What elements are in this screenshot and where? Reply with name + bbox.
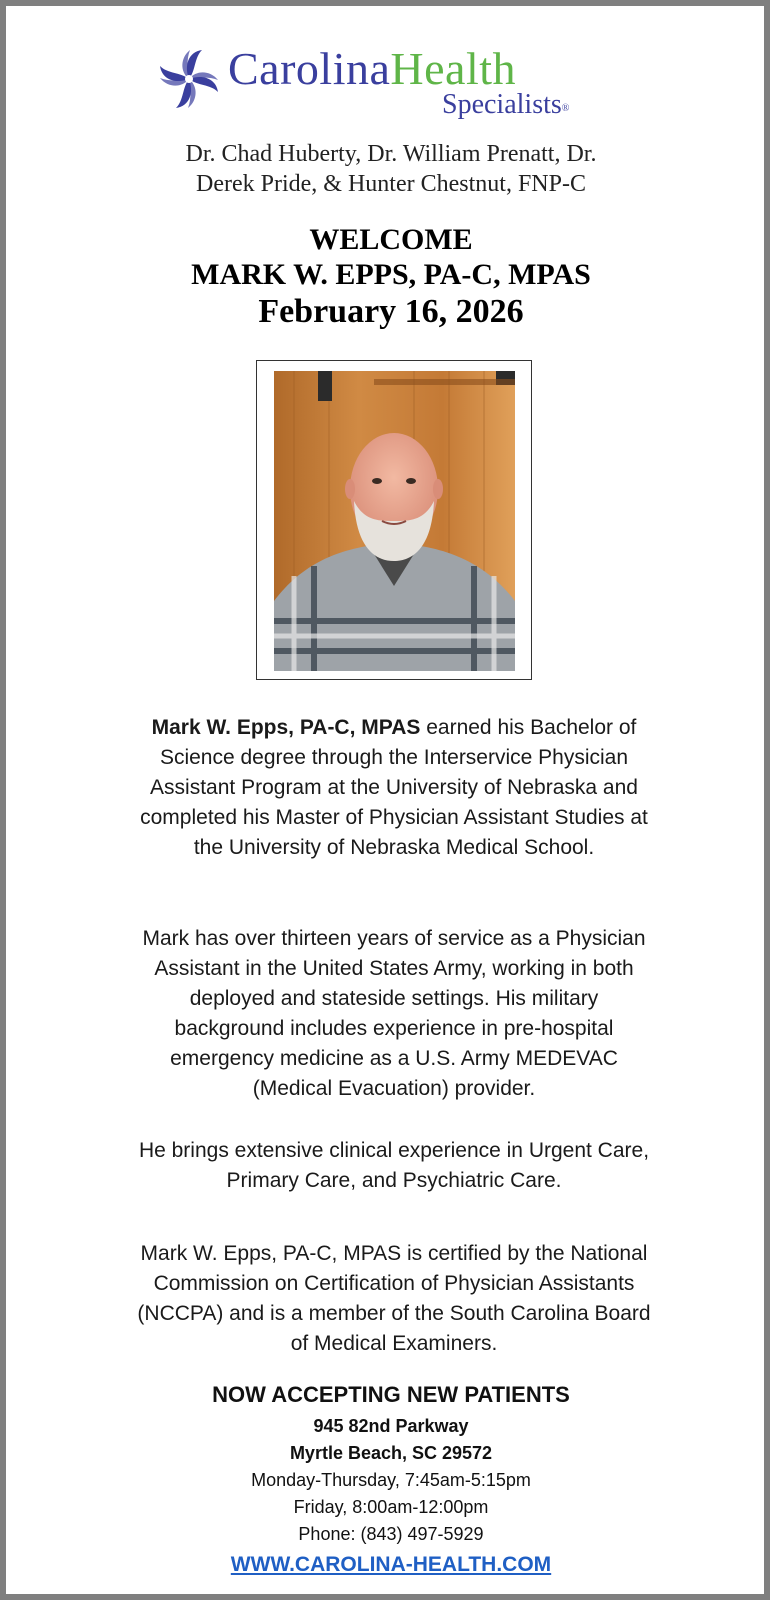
hours-weekday: Monday-Thursday, 7:45am-5:15pm [251,1470,531,1490]
bio-p1-text: earned his Bachelor of Science degree through the Interservice Physician Assistant Program at the University of Nebraska and completed his Master of Physician Assistant Studies at the University of Nebraska Medical School. [140,716,648,859]
logo-wordmark [228,44,516,94]
welcome-heading [6,222,770,292]
doctors-line-2: Derek Pride, & Hunter Chestnut, FNP-C [196,171,586,197]
logo-subtitle [442,90,569,120]
website-link[interactable]: WWW.CAROLINA-HEALTH.COM [230,1553,552,1576]
provider-photo-frame [256,360,532,680]
address-street: 945 82nd Parkway [313,1416,469,1436]
logo-name-health: Health [390,43,517,94]
welcome-text: WELCOME [309,223,473,256]
start-date: February 16, 2026 [258,293,524,330]
logo-subtitle-text: Specialists [442,89,562,120]
registered-mark: ® [561,103,570,114]
accepting-patients-heading: NOW ACCEPTING NEW PATIENTS [212,1382,570,1407]
carolina-health-logo [154,42,614,126]
bio-paragraph-4: Mark W. Epps, PA-C, MPAS is certified by the National Commission on Certification of Physician Assistants (NCCPA) and is a member of the South Carolina Board of Medical Examiners. [137,1242,651,1355]
doctors-list [6,139,770,199]
bio-paragraph-1 [134,713,654,863]
address-city: Myrtle Beach, SC 29572 [289,1443,493,1463]
pinwheel-logo-icon [154,44,224,114]
logo-name-carolina: Carolina [228,43,391,94]
provider-photo [274,371,515,671]
doctors-line-1: Dr. Chad Huberty, Dr. William Prenatt, Dr. [185,141,597,167]
bio-paragraph-3: He brings extensive clinical experience in Urgent Care, Primary Care, and Psychiatric Care. [138,1139,650,1192]
phone-number: Phone: (843) 497-5929 [298,1524,484,1544]
bio-paragraph-2: Mark has over thirteen years of service as a Physician Assistant in the United States Army, working in both deployed and stateside settings. His military background includes experience in pre-hospital emergency medicine as a U.S. Army MEDEVAC (Medical Evacuation) provider. [142,927,646,1100]
hours-friday: Friday, 8:00am-12:00pm [293,1497,489,1517]
provider-name: MARK W. EPPS, PA-C, MPAS [191,258,591,291]
bio-name-bold: Mark W. Epps, PA-C, MPAS [151,716,421,739]
